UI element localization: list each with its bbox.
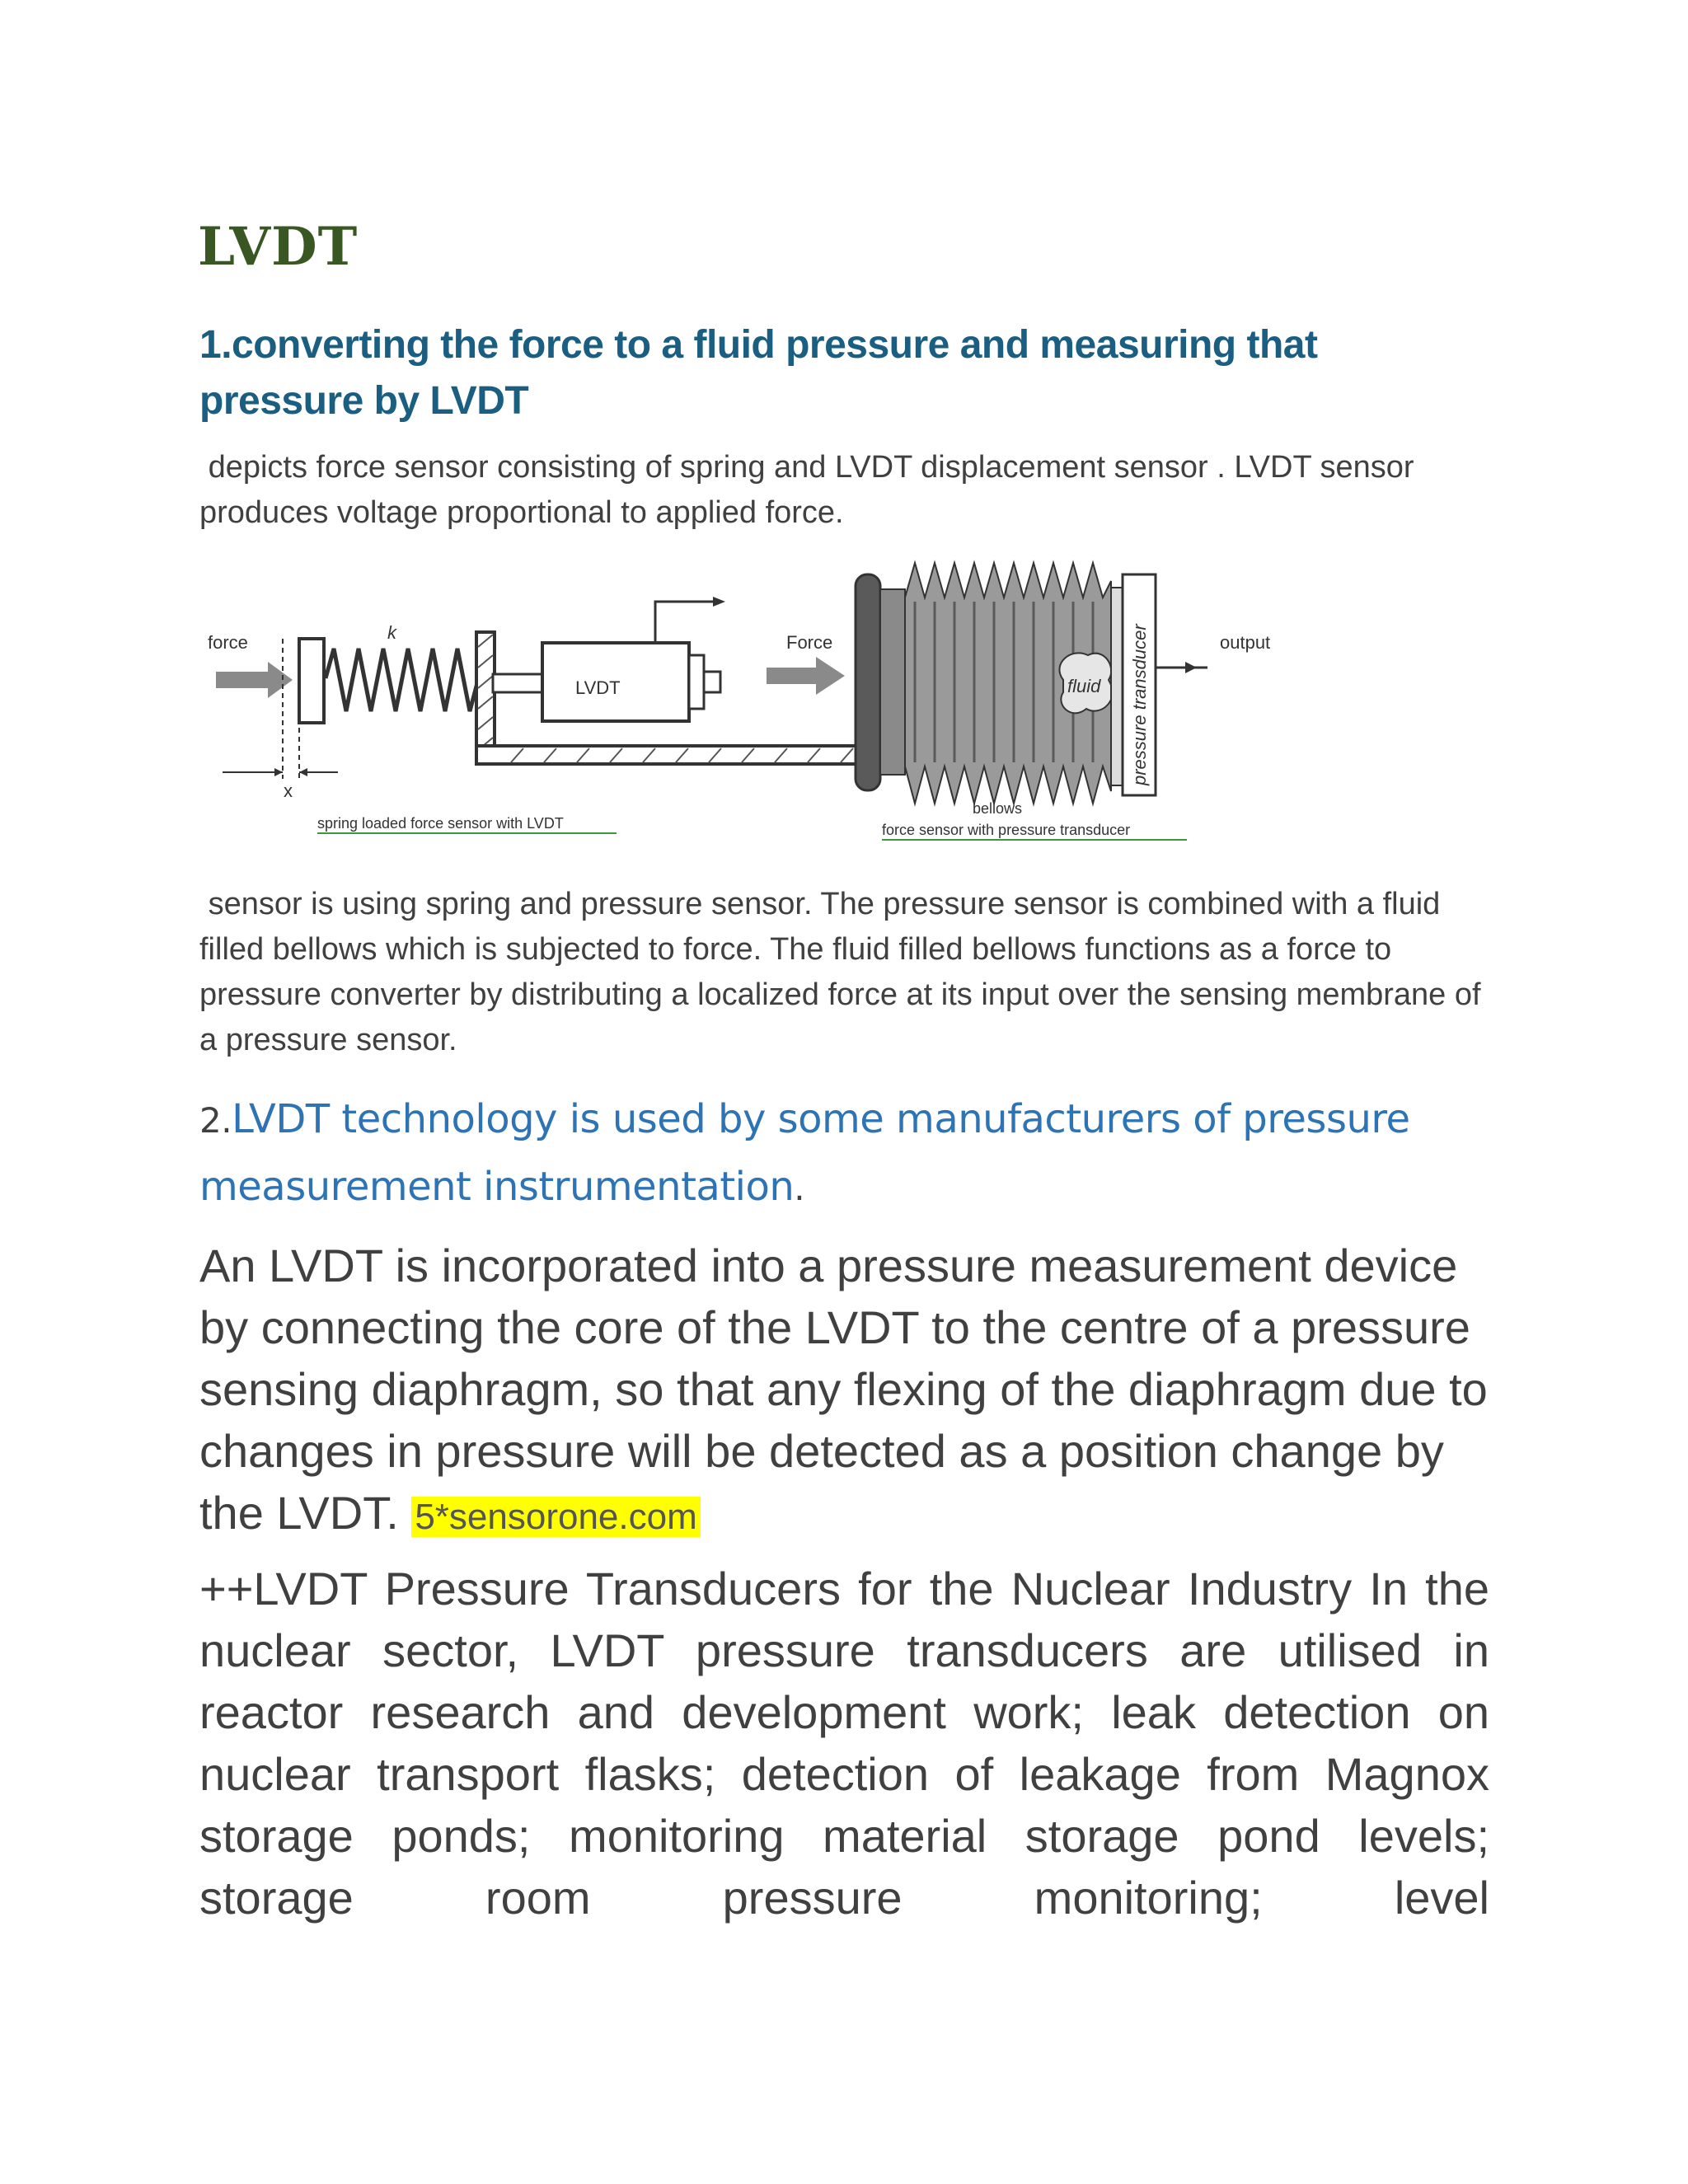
section1-heading: 1.converting the force to a fluid pressure and measuring that pressure by LVDT bbox=[199, 323, 1318, 423]
force-plate bbox=[299, 639, 324, 723]
nuclear-industry-paragraph: ++LVDT Pressure Transducers for the Nuclear Industry In the nuclear sector, LVDT pressure transducers are utilised in reactor research and development work; leak detection on nuclear transport flasks; detection of leakage from Magnox storage ponds; monitoring material storage pond levels; storage room pressure monitoring; level bbox=[199, 1563, 1489, 1924]
section2-paragraph bbox=[199, 1235, 1502, 1548]
spring bbox=[326, 649, 478, 711]
section2-heading-end: . bbox=[794, 1168, 805, 1208]
output-lead bbox=[655, 602, 721, 643]
bellows-end-cap bbox=[856, 574, 880, 790]
force-arrow-left bbox=[216, 662, 293, 698]
bellows-label: bellows bbox=[973, 800, 1023, 817]
source-tag: 5*sensorone.com bbox=[411, 1497, 700, 1537]
caption-left: spring loaded force sensor with LVDT bbox=[317, 815, 564, 832]
spring-constant-label: k bbox=[387, 622, 396, 643]
force-label-right: Force bbox=[786, 632, 833, 653]
core-rod bbox=[493, 674, 542, 692]
section2-heading-text: LVDT technology is used by some manufacturers of pressure measurement instrumentation bbox=[199, 1096, 1410, 1210]
section2-heading bbox=[199, 1086, 1485, 1221]
lvdt-end bbox=[689, 655, 704, 709]
section2-paragraph-text: An LVDT is incorporated into a pressure measurement device by connecting the core of the LVDT to the centre of a pressure sensing diaphragm, so that any flexing of the diaphragm due to changes in pressure will be detected as a position change by the LVDT. bbox=[199, 1240, 1488, 1539]
page-title: LVDT bbox=[198, 216, 359, 278]
fluid-label: fluid bbox=[1067, 676, 1101, 696]
force-sensor-figure bbox=[198, 556, 1319, 853]
x-label: x bbox=[284, 780, 293, 801]
force-label-left: force bbox=[208, 632, 248, 653]
lvdt-label: LVDT bbox=[575, 677, 621, 698]
section1-intro: depicts force sensor consisting of spring and LVDT displacement sensor . LVDT sensor produces voltage proportional to applied force. bbox=[199, 450, 1423, 530]
section1-explanation: sensor is using spring and pressure sensor. The pressure sensor is combined with a fluid filled bellows which is subjected to force. The fluid filled bellows functions as a force to pressure converter by distributing a localized force at its input over the sensing membrane of a pressure sensor. bbox=[199, 887, 1490, 1057]
section2-number: 2. bbox=[199, 1100, 232, 1141]
output-label: output bbox=[1220, 632, 1271, 653]
force-arrow-right bbox=[767, 657, 845, 695]
transducer-label: pressure transducer bbox=[1129, 624, 1150, 785]
bellows-diagram bbox=[767, 563, 1270, 840]
caption-right: force sensor with pressure transducer bbox=[882, 822, 1131, 838]
